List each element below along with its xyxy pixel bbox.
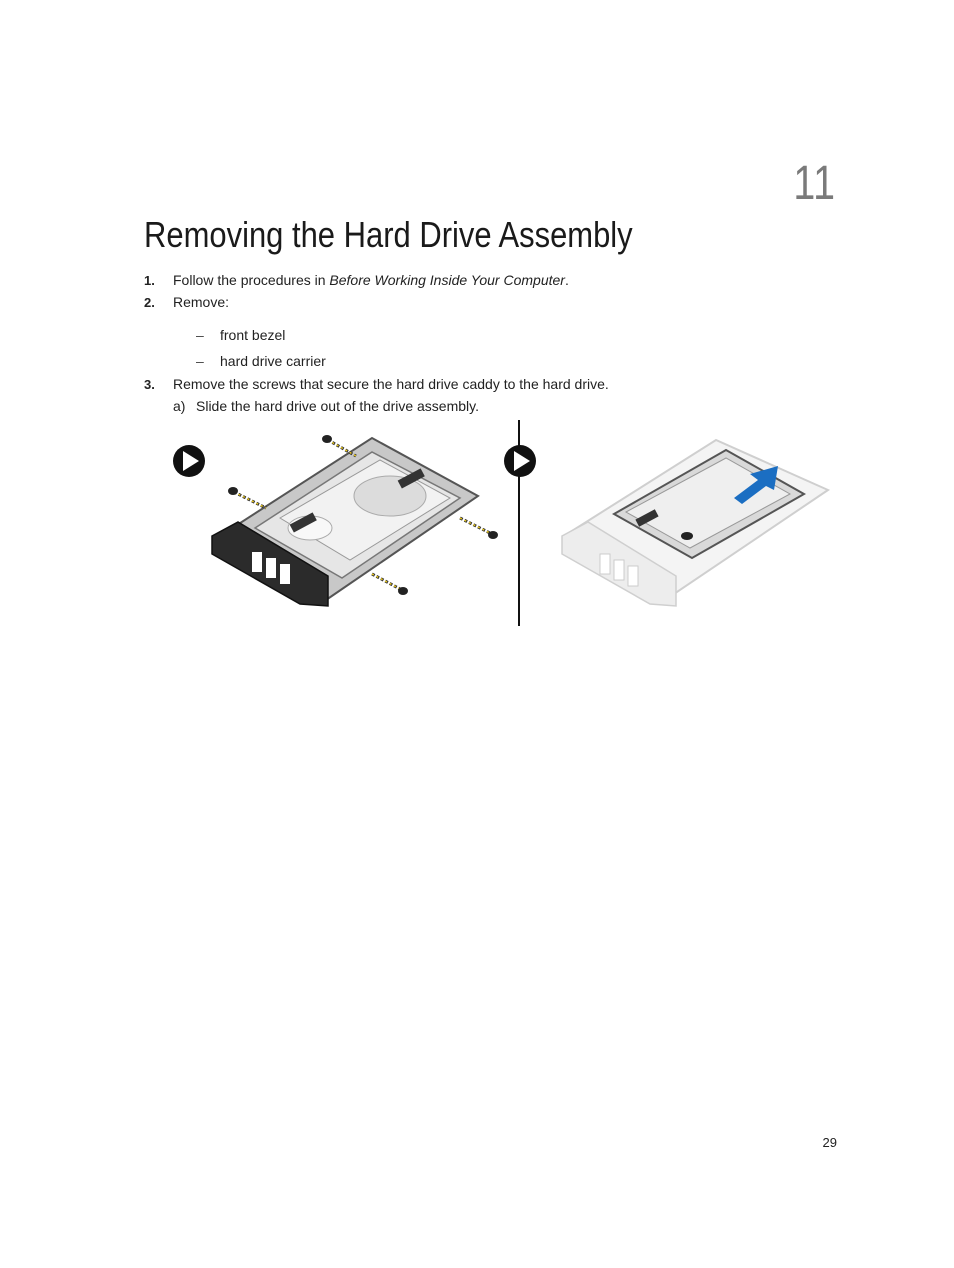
sub-item-text: hard drive carrier bbox=[220, 353, 326, 369]
step-2-number: 2. bbox=[144, 295, 155, 310]
step-3-text: Remove the screws that secure the hard drive caddy to the hard drive. bbox=[173, 376, 609, 392]
screw-icon bbox=[372, 574, 408, 595]
panel-1 bbox=[173, 435, 498, 606]
play-arrow-icon bbox=[504, 445, 536, 477]
hard-drive-carrier-with-drive bbox=[212, 438, 478, 606]
sub-step-text: Slide the hard drive out of the drive assembly. bbox=[196, 398, 480, 414]
chapter-number: 11 bbox=[793, 157, 836, 210]
hard-drive-removal-figure bbox=[160, 418, 840, 628]
step-1-number: 1. bbox=[144, 273, 155, 288]
page-title: Removing the Hard Drive Assembly bbox=[144, 214, 633, 255]
sub-item-dash: – bbox=[196, 353, 204, 369]
sub-item-text: front bezel bbox=[220, 327, 286, 343]
sub-item-dash: – bbox=[196, 327, 204, 343]
play-arrow-icon bbox=[173, 445, 205, 477]
page-number: 29 bbox=[822, 1135, 837, 1150]
step-1-text-after: . bbox=[564, 272, 569, 288]
step-1-text bbox=[173, 271, 569, 289]
screw-icon bbox=[322, 435, 356, 456]
screw-icon bbox=[460, 518, 498, 539]
step-3-number: 3. bbox=[144, 377, 155, 392]
step-2-text: Remove: bbox=[173, 294, 230, 310]
step-1-link[interactable]: Before Working Inside Your Computer bbox=[329, 272, 565, 288]
step-1-text-before: Follow the procedures in bbox=[173, 272, 330, 288]
screw-icon bbox=[228, 487, 266, 508]
sub-step-label: a) bbox=[173, 398, 186, 414]
panel-2 bbox=[504, 440, 828, 606]
